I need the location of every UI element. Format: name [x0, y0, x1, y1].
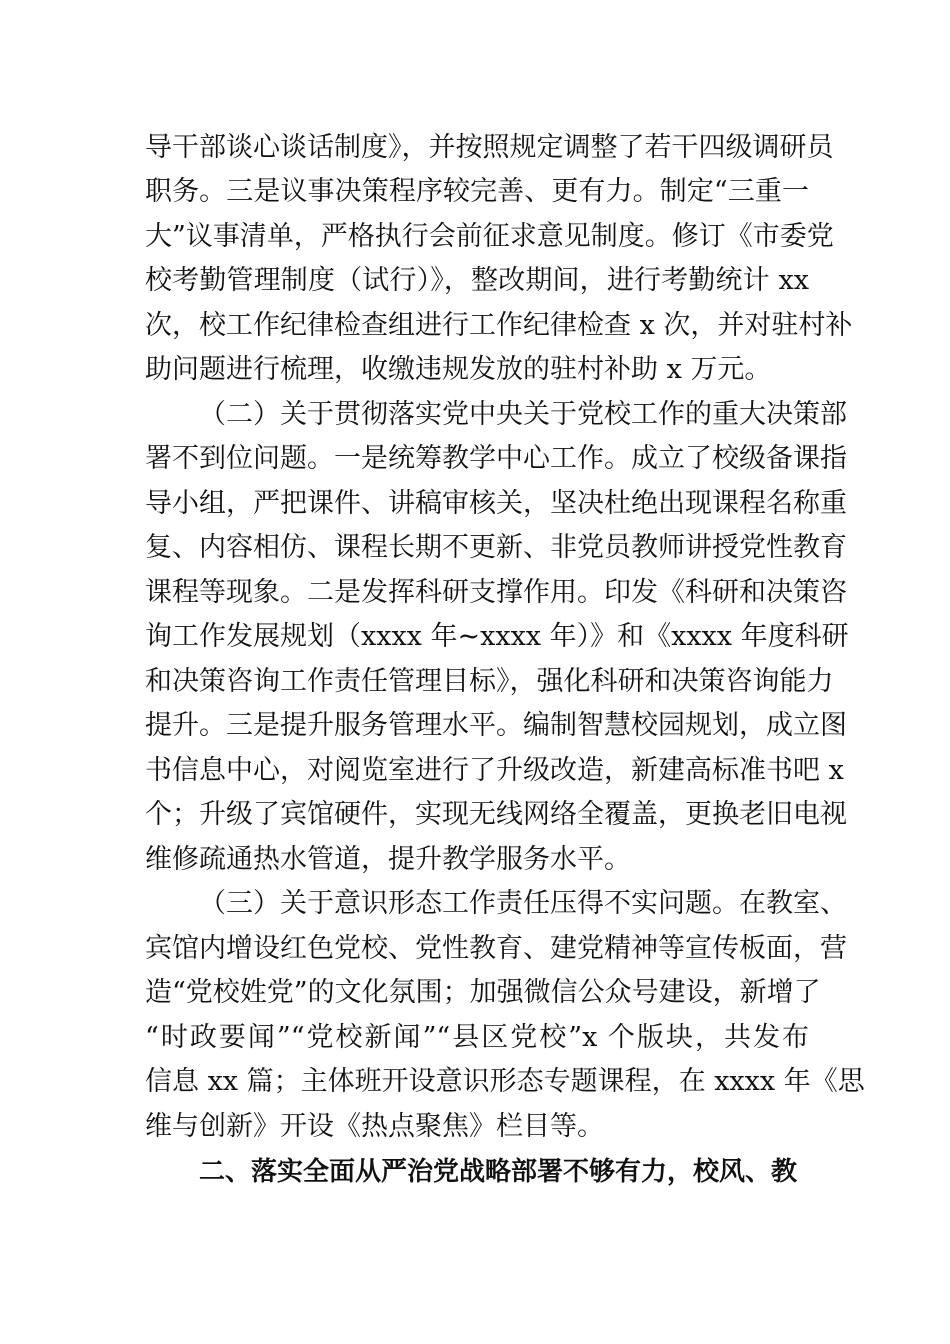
paragraph-line: 署不到位问题。一是统筹教学中心工作。成立了校级备课指 [145, 443, 847, 474]
paragraph-line: 书信息中心，对阅览室进行了升级改造，新建高标准书吧 x [145, 755, 844, 786]
paragraph-line: 提升。三是提升服务管理水平。编制智慧校园规划，成立图 [145, 710, 847, 741]
paragraph-line: 助问题进行梳理，收缴违规发放的驻村补助 x 万元。 [145, 354, 772, 385]
paragraph-line: 个；升级了宾馆硬件，实现无线网络全覆盖，更换老旧电视 [145, 799, 847, 830]
paragraph-line: 职务。三是议事决策程序较完善、更有力。制定“三重一 [145, 176, 809, 207]
paragraph-line: 导干部谈心谈话制度》，并按照规定调整了若干四级调研员 [145, 132, 834, 163]
paragraph-line: 导小组，严把课件、讲稿审核关，坚决杜绝出现课程名称重 [145, 488, 847, 519]
paragraph-line: 询工作发展规划（xxxx 年~xxxx 年）》和《xxxx 年度科研 [145, 621, 849, 652]
paragraph-line: 校考勤管理制度（试行）》，整改期间，进行考勤统计 xx [145, 265, 809, 296]
paragraph-line: 复、内容相仿、课程长期不更新、非党员教师讲授党性教育 [145, 532, 847, 563]
paragraph-line: 次，校工作纪律检查组进行工作纪律检查 x 次，并对驻村补 [145, 310, 853, 341]
section-heading: 二、落实全面从严治党战略部署不够有力，校风、教 [199, 1157, 798, 1187]
paragraph-line: 信息 xx 篇；主体班开设意识形态专题课程，在 xxxx 年《思 [145, 1066, 865, 1097]
paragraph-line: 大”议事清单，严格执行会前征求意见制度。修订《市委党 [145, 221, 834, 252]
paragraph-line: 维修疏通热水管道，提升教学服务水平。 [145, 844, 631, 875]
paragraph-line: （三）关于意识形态工作责任压得不实问题。在教室、 [199, 888, 847, 919]
paragraph-line: 课程等现象。二是发挥科研支撑作用。印发《科研和决策咨 [145, 577, 847, 608]
paragraph-line: “时政要闻”“党校新闻”“县区党校”x 个版块，共发布 [145, 1022, 809, 1053]
paragraph-line: （二）关于贯彻落实党中央关于党校工作的重大决策部 [199, 399, 847, 430]
paragraph-line: 维与创新》开设《热点聚焦》栏目等。 [145, 1111, 604, 1142]
paragraph-line: 宾馆内增设红色党校、党性教育、建党精神等宣传板面，营 [145, 933, 847, 964]
paragraph-line: 和决策咨询工作责任管理目标》，强化科研和决策咨询能力 [145, 666, 834, 697]
paragraph-line: 造“党校姓党”的文化氛围；加强微信公众号建设，新增了 [145, 977, 821, 1008]
